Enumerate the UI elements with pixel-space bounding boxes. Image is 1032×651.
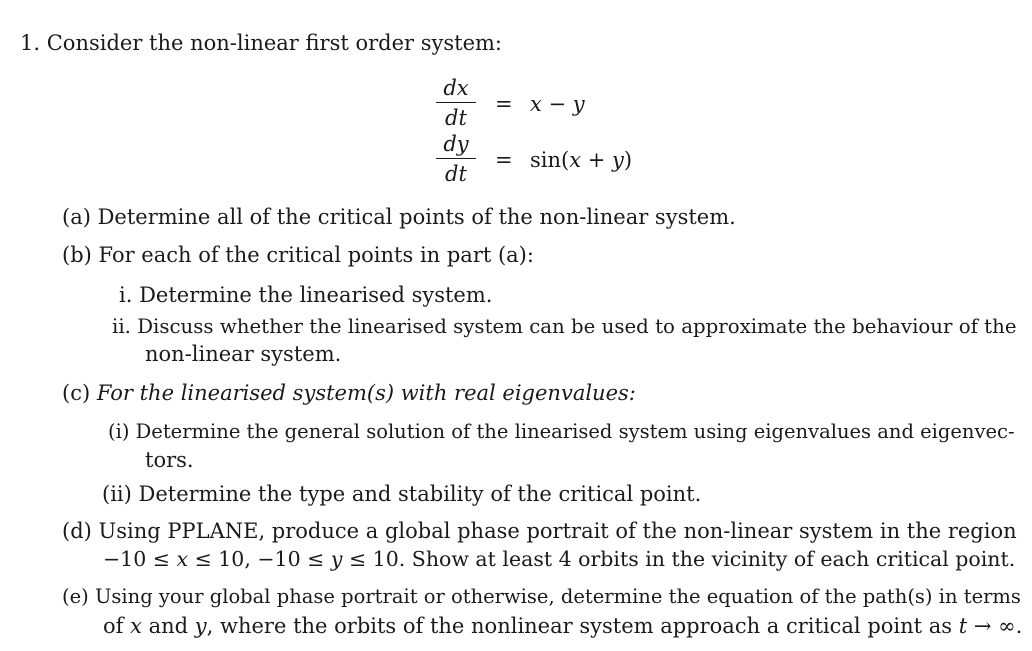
part-b (62, 242, 534, 268)
part-label: (ii) (102, 482, 132, 506)
fraction-bar (436, 102, 476, 103)
part-d (62, 518, 1017, 544)
fraction-denominator: dt (445, 106, 467, 130)
fraction-bar (436, 158, 476, 159)
part-c-i (108, 419, 1015, 445)
part-label: (c) (62, 381, 91, 405)
part-label: (d) (62, 519, 92, 543)
part-text: Using PPLANE, produce a global phase portrait of the non-linear system in the region (98, 519, 1017, 543)
fraction-dx-dt (436, 76, 476, 130)
part-e-continued: of x and y, where the orbits of the nonlinear system approach a critical point as t → ∞. (103, 614, 1023, 638)
part-label: (a) (62, 205, 91, 229)
part-text: Using your global phase portrait or otherwise, determine the equation of the path(s) in terms (94, 585, 1021, 608)
part-e (62, 584, 1021, 610)
fraction-dy-dt (436, 132, 476, 186)
equals-sign: = (495, 148, 513, 172)
part-a (62, 204, 736, 230)
equals-sign: = (495, 92, 513, 116)
fraction-numerator: dx (443, 76, 469, 100)
fraction-denominator: dt (445, 162, 467, 186)
part-b-ii-continued: non-linear system. (145, 342, 342, 366)
equation-rhs: x − y (530, 92, 585, 116)
part-c (62, 380, 636, 406)
question-intro: Consider the non-linear first order system: (46, 31, 502, 55)
question-header (20, 30, 502, 56)
part-text: Determine all of the critical points of the non-linear system. (97, 205, 736, 229)
part-c-ii (102, 481, 701, 507)
part-label: (e) (62, 585, 89, 608)
part-d-continued: −10 ≤ x ≤ 10, −10 ≤ y ≤ 10. Show at least 4 orbits in the vicinity of each critical point. (103, 547, 1016, 571)
part-b-i (119, 282, 492, 308)
fraction-numerator: dy (443, 132, 469, 156)
part-label: (i) (108, 420, 130, 443)
part-text: For the linearised system(s) with real eigenvalues: (96, 381, 636, 405)
question-number: 1. (20, 31, 41, 55)
part-text: Determine the general solution of the linearised system using eigenvalues and eigenvec- (135, 420, 1015, 443)
part-b-ii (112, 314, 1017, 340)
part-text: Discuss whether the linearised system can be used to approximate the behaviour of the (137, 315, 1017, 338)
part-text: Determine the type and stability of the critical point. (138, 482, 702, 506)
part-c-i-continued: tors. (145, 448, 194, 472)
part-label: i. (119, 283, 133, 307)
part-text: For each of the critical points in part (a): (98, 243, 534, 267)
part-text: Determine the linearised system. (139, 283, 493, 307)
part-label: (b) (62, 243, 92, 267)
equation-rhs: sin(x + y) (530, 148, 633, 172)
part-label: ii. (112, 315, 131, 338)
